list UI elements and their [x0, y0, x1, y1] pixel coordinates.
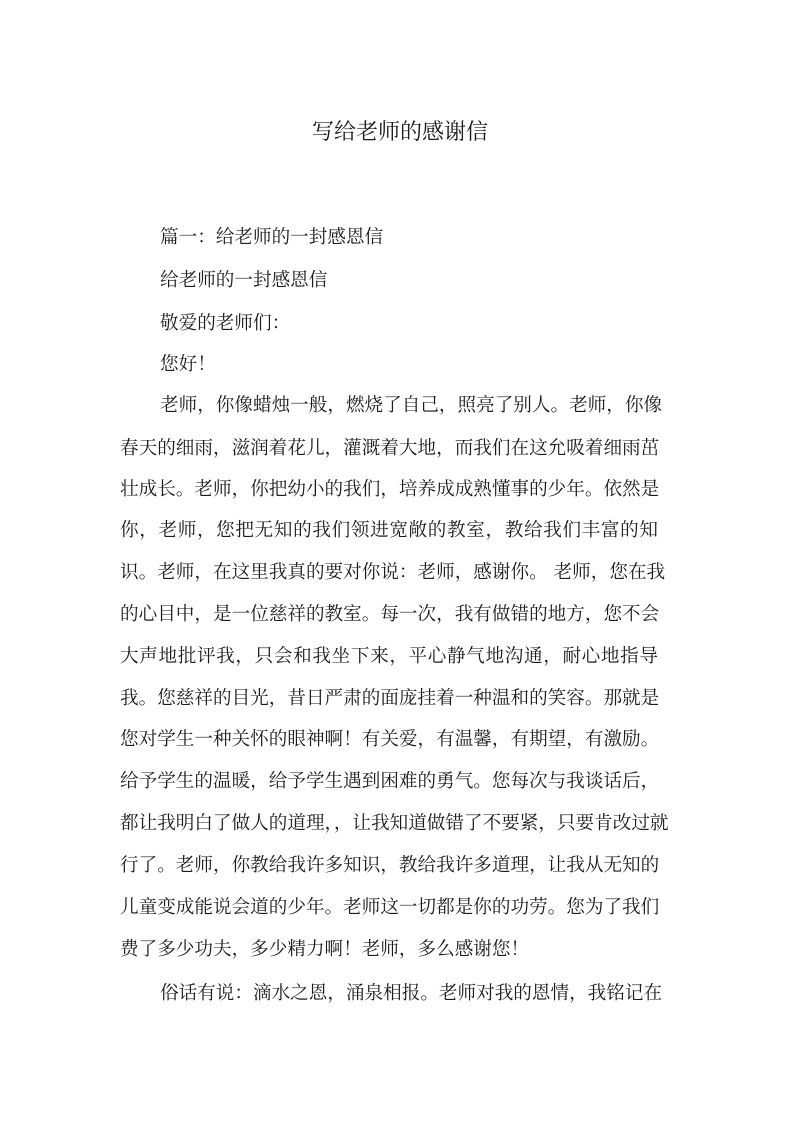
paragraph-line: 老师，你像蜡烛一般，燃烧了自己，照亮了别人。老师，你像	[160, 395, 663, 416]
paragraph-line: 行了。老师，你教给我许多知识，教给我许多道理，让我从无知的	[120, 855, 660, 876]
greeting: 您好！	[160, 354, 216, 375]
paragraph-line: 俗话有说：滴水之恩，涌泉相报。老师对我的恩情，我铭记在	[160, 983, 663, 1004]
paragraph-line: 识。老师，在这里我真的要对你说：老师，感谢你。 老师，您在我	[120, 562, 666, 583]
letter-title: 给老师的一封感恩信	[160, 270, 328, 291]
paragraph-line: 你，老师，您把无知的我们领进宽敞的教室，教给我们丰富的知	[120, 520, 658, 541]
section-heading: 篇一：给老师的一封感恩信	[160, 227, 384, 248]
paragraph-line: 都让我明白了做人的道理，，让我知道做错了不要紧，只要肯改过就	[120, 813, 669, 834]
document-title: 写给老师的感谢信	[311, 120, 488, 145]
paragraph-line: 儿童变成能说会道的少年。老师这一切都是你的功劳。您为了我们	[120, 897, 660, 918]
paragraph-line: 壮成长。老师，你把幼小的我们，培养成成熟懂事的少年。依然是	[120, 479, 660, 500]
paragraph-line: 您对学生一种关怀的眼神啊！有关爱，有温馨，有期望，有激励。	[120, 729, 660, 750]
salutation: 敬爱的老师们：	[160, 313, 291, 334]
paragraph-line: 的心目中，是一位慈祥的教室。每一次，我有做错的地方，您不会	[120, 604, 660, 625]
paragraph-line: 费了多少功夫，多少精力啊！老师，多么感谢您！	[120, 939, 530, 960]
paragraph-line: 我。您慈祥的目光，昔日严肃的面庞挂着一种温和的笑容。那就是	[120, 688, 660, 709]
paragraph-line: 春天的细雨，滋润着花儿，灌溉着大地，而我们在这允吸着细雨茁	[120, 438, 660, 459]
paragraph-line: 给予学生的温暖，给予学生遇到困难的勇气。您每次与我谈话后，	[120, 771, 660, 792]
paragraph-line: 大声地批评我，只会和我坐下来，平心静气地沟通，耐心地指导	[120, 646, 658, 667]
